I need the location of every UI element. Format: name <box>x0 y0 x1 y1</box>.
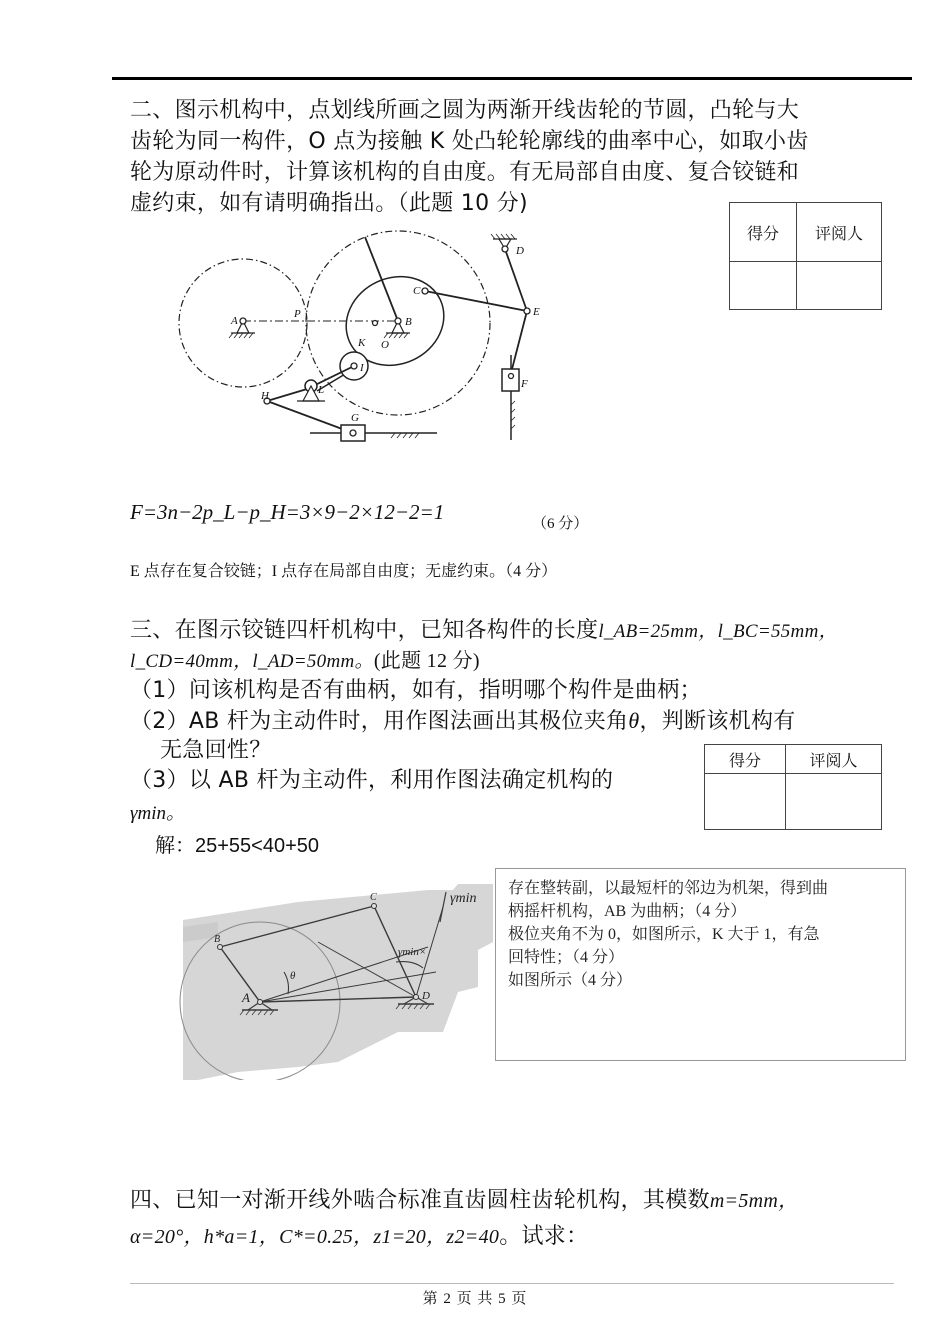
photo-label-a: A <box>242 990 250 1005</box>
q2-text-line2: 齿轮为同一构件，O 点为接触 K 处凸轮轮廓线的曲率中心，如取小齿 <box>130 129 809 154</box>
q2-text-line1: 二、图示机构中，点划线所画之圆为两渐开线齿轮的节圆，凸轮与大 <box>130 98 800 123</box>
link-hg <box>267 401 353 433</box>
label-e: E <box>533 306 540 318</box>
q3-answer-box <box>495 868 906 1061</box>
q3-solution-photo <box>178 882 498 1080</box>
q4-line1-prefix: 四、已知一对渐开线外啮合标准直齿圆柱齿轮机构，其模数 <box>130 1188 710 1213</box>
photo-label-c: C <box>370 892 377 903</box>
label-d: D <box>516 245 524 257</box>
label-c: C <box>413 285 421 297</box>
note-line: 柄摇杆机构，AB 为曲柄；（4 分） <box>508 903 747 920</box>
q3-solution: 解：25+55<40+50 <box>155 835 320 857</box>
q3-line1-prefix: 三、在图示铰链四杆机构中，已知各构件的长度 <box>130 618 599 643</box>
q3-sub3: （3）以 AB 杆为主动件，利用作图法确定机构的 <box>130 768 614 793</box>
label-k: K <box>358 337 366 349</box>
photo-label-d: D <box>422 990 430 1002</box>
formula-text: F=3n−2p_L−p_H=3×9−2×12−2=1 <box>130 500 445 524</box>
label-g: G <box>351 412 359 424</box>
label-f: F <box>521 378 528 390</box>
q2-text-line4: 虚约束，如有请明确指出。（此题 10 分) <box>130 191 528 216</box>
theta-symbol: θ <box>628 708 640 733</box>
note-line: 存在整转副，以最短杆的邻边为机架，得到曲 <box>508 880 829 897</box>
q3-sub2-b: ，判断该机构有 <box>639 709 796 734</box>
reviewer-label: 评阅人 <box>786 745 882 774</box>
reviewer-cell[interactable] <box>786 774 882 830</box>
footer-rule <box>130 1283 894 1284</box>
label-a: A <box>231 315 238 327</box>
q3-sub2-a: （2）AB 杆为主动件时，用作图法画出其极位夹角 <box>130 709 629 734</box>
q4-module: m=5mm， <box>709 1190 799 1212</box>
q4-text-line1 <box>130 1186 798 1216</box>
score-label: 得分 <box>705 745 786 774</box>
reviewer-cell[interactable] <box>797 262 882 310</box>
slider-f <box>502 369 519 391</box>
note-line: 如图所示（4 分） <box>508 972 633 989</box>
q3-points: (此题 12 分) <box>373 650 480 672</box>
q4-line2-suffix: 。试求： <box>499 1224 589 1249</box>
label-i: I <box>360 362 364 374</box>
header-rule <box>112 77 912 80</box>
q3-sub2 <box>130 706 796 737</box>
q2-mechanism-diagram <box>175 225 550 450</box>
q3-gamma-min: γmin。 <box>130 803 185 824</box>
photo-label-theta: θ <box>290 970 296 982</box>
label-p: P <box>294 308 301 320</box>
photo-label-gamma-min: γmin <box>450 891 477 906</box>
score-cell[interactable] <box>730 262 797 310</box>
q4-params: α=20°，h*a=1，C*=0.25，z1=20，z2=40 <box>130 1226 500 1248</box>
q2-text-line3: 轮为原动件时，计算该机构的自由度。有无局部自由度、复合铰链和 <box>130 160 800 185</box>
q3-grade-box <box>704 744 882 830</box>
link-de <box>505 249 527 311</box>
label-h: H <box>261 390 269 402</box>
score-cell[interactable] <box>705 774 786 830</box>
q3-lengths-b: l_CD=40mm，l_AD=50mm。 <box>130 651 374 672</box>
q2-dof-formula <box>130 500 444 525</box>
photo-label-gamma-x: γmin× <box>398 946 427 958</box>
cam-arm <box>365 237 398 321</box>
q2-grade-box <box>729 202 882 310</box>
reviewer-label: 评阅人 <box>797 203 882 262</box>
label-l: L <box>318 384 325 396</box>
q3-text-line2 <box>130 646 480 677</box>
label-o: O <box>381 339 389 351</box>
photo-label-b: B <box>214 934 221 945</box>
note-line: 极位夹角不为 0，如图所示，K 大于 1，有急 <box>508 926 820 943</box>
q3-sub1: （1）问该机构是否有曲柄，如有，指明哪个构件是曲柄； <box>130 678 702 703</box>
score-label: 得分 <box>730 203 797 262</box>
q3-lengths-a: l_AB=25mm，l_BC=55mm， <box>598 621 838 642</box>
q2-formula-points: （6 分） <box>532 516 589 532</box>
q3-text-line1 <box>130 616 838 647</box>
q2-answer: E 点存在复合铰链；I 点存在局部自由度；无虚约束。（4 分） <box>130 563 558 580</box>
note-line: 回特性；（4 分） <box>508 949 625 966</box>
q3-sub2-cont: 无急回性？ <box>160 738 272 763</box>
link-ef <box>511 311 527 373</box>
link-hl <box>267 389 307 401</box>
q4-text-line2 <box>130 1222 588 1252</box>
label-b: B <box>405 316 412 328</box>
page-number: 第 2 页 共 5 页 <box>422 1291 528 1307</box>
